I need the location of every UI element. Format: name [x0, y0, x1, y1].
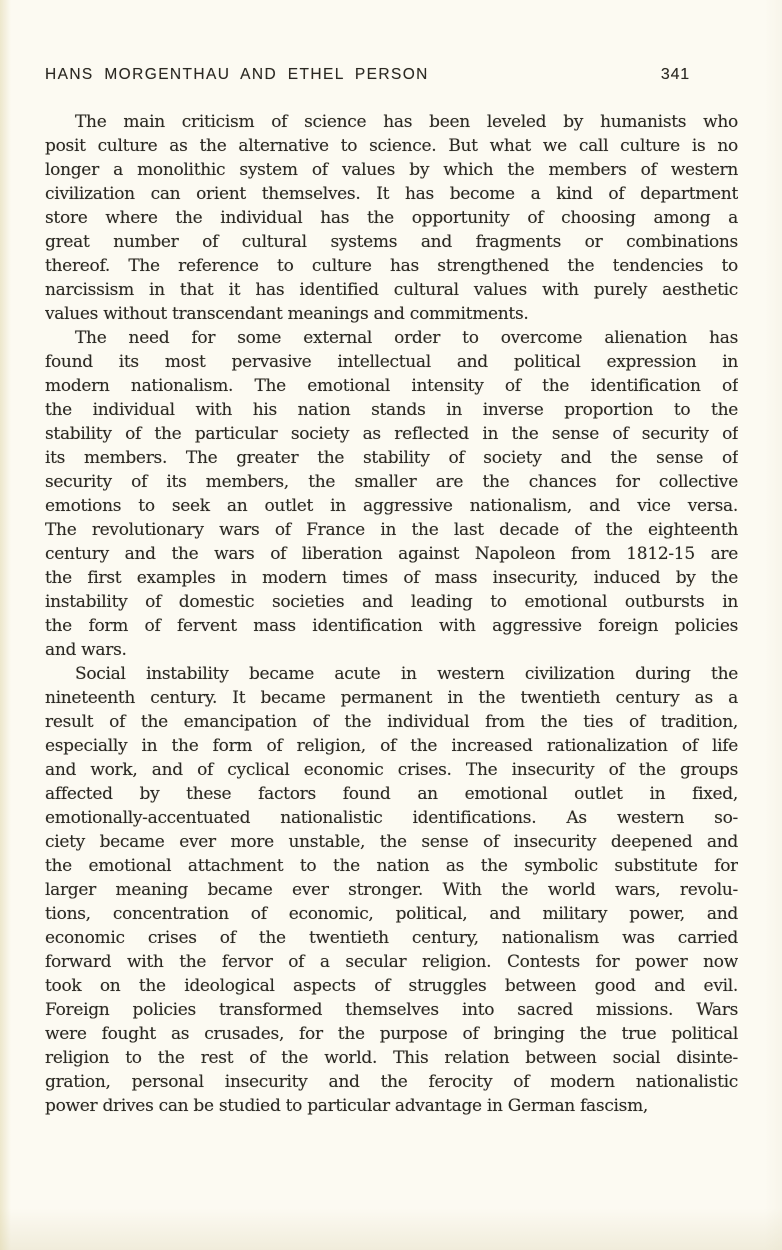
text-line: the first examples in modern times of mass insecurity, induced by the [45, 568, 738, 588]
text-line: values without transcendant meanings and commitments. [45, 304, 529, 324]
text-line: instability of domestic societies and leading to emotional outbursts in [45, 592, 738, 612]
text-line: The need for some external order to overcome alienation has [75, 328, 738, 348]
page-body [45, 110, 738, 1118]
running-header [45, 66, 738, 88]
text-line: the emotional attachment to the nation as the symbolic substitute for [45, 856, 738, 876]
text-line: emotions to seek an outlet in aggressive nationalism, and vice versa. [45, 496, 738, 516]
text-line: nineteenth century. It became permanent in the twentieth century as a [45, 688, 738, 708]
text-line: and wars. [45, 640, 127, 660]
text-line: ciety became ever more unstable, the sense of insecurity deepened and [45, 832, 738, 852]
text-line: longer a monolithic system of values by which the members of western [45, 160, 738, 180]
text-line: were fought as crusades, for the purpose of bringing the true political [45, 1024, 738, 1044]
page-number: 341 [660, 66, 690, 83]
text-line: store where the individual has the opportunity of choosing among a [45, 208, 738, 228]
text-line: the individual with his nation stands in inverse proportion to the [45, 400, 738, 420]
text-line: result of the emancipation of the individual from the ties of tradition, [45, 712, 738, 732]
text-line: stability of the particular society as reflected in the sense of security of [45, 424, 738, 444]
text-line: gration, personal insecurity and the ferocity of modern nationalistic [45, 1072, 738, 1092]
text-line: security of its members, the smaller are the chances for collective [45, 472, 738, 492]
text-line: affected by these factors found an emotional outlet in fixed, [45, 784, 738, 804]
text-line: forward with the fervor of a secular religion. Contests for power now [45, 952, 738, 972]
text-line: tions, concentration of economic, political, and military power, and [45, 904, 738, 924]
text-line: the form of fervent mass identification with aggressive foreign policies [45, 616, 738, 636]
text-line: Social instability became acute in western civilization during the [75, 664, 738, 684]
text-line: posit culture as the alternative to science. But what we call culture is no [45, 136, 738, 156]
text-line: power drives can be studied to particular advantage in German fascism, [45, 1096, 649, 1116]
text-line: took on the ideological aspects of struggles between good and evil. [45, 976, 738, 996]
text-line: narcissism in that it has identified cultural values with purely aesthetic [45, 280, 738, 300]
text-line: especially in the form of religion, of the increased rationalization of life [45, 736, 738, 756]
text-line: century and the wars of liberation against Napoleon from 1812-15 are [45, 544, 738, 564]
text-line: thereof. The reference to culture has strengthened the tendencies to [45, 256, 738, 276]
text-line: civilization can orient themselves. It has become a kind of department [45, 184, 738, 204]
text-line: found its most pervasive intellectual and political expression in [45, 352, 738, 372]
text-line: modern nationalism. The emotional intensity of the identification of [45, 376, 738, 396]
text-line: economic crises of the twentieth century, nationalism was carried [45, 928, 738, 948]
text-line: great number of cultural systems and fragments or combinations [45, 232, 738, 252]
text-line: its members. The greater the stability of society and the sense of [45, 448, 738, 468]
text-line: emotionally-accentuated nationalistic identifications. As western so- [45, 808, 738, 828]
running-title: HANS MORGENTHAU AND ETHEL PERSON [45, 66, 429, 83]
text-line: religion to the rest of the world. This relation between social disinte- [45, 1048, 738, 1068]
text-line: and work, and of cyclical economic crises. The insecurity of the groups [45, 760, 738, 780]
text-line: The revolutionary wars of France in the last decade of the eighteenth [45, 520, 738, 540]
text-line: larger meaning became ever stronger. With the world wars, revolu- [45, 880, 738, 900]
text-line: The main criticism of science has been leveled by humanists who [75, 112, 738, 132]
text-line: Foreign policies transformed themselves into sacred missions. Wars [45, 1000, 738, 1020]
